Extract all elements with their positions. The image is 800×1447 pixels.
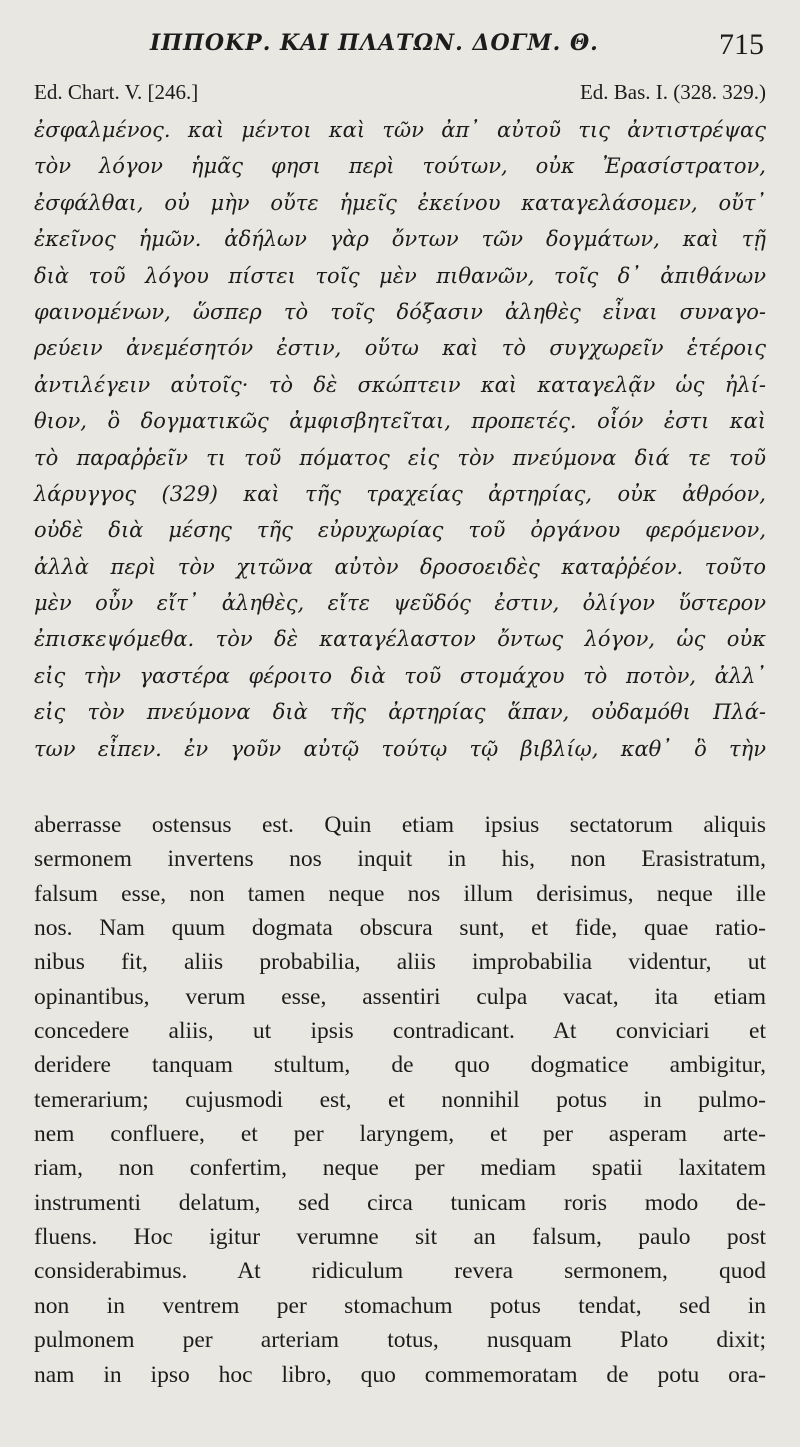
latin-text-line: deridere tanquam stultum, de quo dogmatice ambigitur, <box>34 1052 766 1079</box>
edition-reference-basel: Ed. Bas. I. (328. 329.) <box>579 80 766 104</box>
page-number: 715 <box>719 28 764 61</box>
latin-text-line: riam, non confertim, neque per mediam spatii laxitatem <box>34 1155 766 1182</box>
greek-text-line: ἀλλὰ περὶ τὸν χιτῶνα αὐτὸν δροσοειδὲς καταῤῥέον. τοῦτο <box>34 554 766 579</box>
greek-text-line: φαινομένων, ὥσπερ τὸ τοῖς δόξασιν ἀληθὲς εἶναι συναγο- <box>34 299 766 324</box>
greek-text-line: τὸ παραῤῥεῖν τι τοῦ πόματος εἰς τὸν πνεύμονα διά τε τοῦ <box>34 445 766 470</box>
greek-text-line: εἰς τὸν πνεύμονα διὰ τῆς ἀρτηρίας ἅπαν, οὐδαμόθι Πλά- <box>34 700 766 725</box>
greek-text-line: των εἶπεν. ἐν γοῦν αὐτῷ τούτῳ τῷ βιβλίῳ, καθ᾽ ὃ τὴν <box>34 736 766 761</box>
latin-text-line: nem confluere, et per laryngem, et per asperam arte- <box>34 1121 766 1148</box>
latin-text-line: pulmonem per arteriam totus, nusquam Plato dixit; <box>34 1327 766 1354</box>
greek-text-line: ἐσφάλθαι, οὐ μὴν οὔτε ἡμεῖς ἐκείνου καταγελάσομεν, οὔτ᾽ <box>34 190 766 215</box>
latin-text-line: aberrasse ostensus est. Quin etiam ipsius sectatorum aliquis <box>34 812 766 838</box>
latin-text-line: nos. Nam quum dogmata obscura sunt, et fide, quae ratio- <box>34 915 766 942</box>
greek-text-line: θιον, ὃ δογματικῶς ἀμφισβητεῖται, προπετές. οἷόν ἐστι καὶ <box>34 409 766 434</box>
running-head: ΙΠΠΟΚΡ. ΚΑΙ ΠΛΑΤΩΝ. ΔΟΓΜ. Θ. <box>150 30 599 56</box>
greek-text-block <box>34 112 766 767</box>
latin-text-line: nibus fit, aliis probabilia, aliis improbabilia videntur, ut <box>34 949 766 976</box>
greek-text-line: λάρυγγος (329) καὶ τῆς τραχείας ἀρτηρίας, οὐκ ἀθρόον, <box>34 481 766 506</box>
latin-text-line: temerarium; cujusmodi est, et nonnihil potus in pulmo- <box>34 1086 766 1113</box>
greek-text-line: εἰς τὴν γαστέρα φέροιτο διὰ τοῦ στομάχου τὸ ποτὸν, ἀλλ᾽ <box>34 663 766 688</box>
edition-reference-chartier: Ed. Chart. V. [246.] <box>34 80 199 104</box>
latin-text-line: concedere aliis, ut ipsis contradicant. At conviciari et <box>34 1018 766 1045</box>
greek-text-line: ἐσφαλμένος. καὶ μέντοι καὶ τῶν ἀπ᾽ αὐτοῦ τις ἀντιστρέψας <box>34 118 766 142</box>
latin-text-line: opinantibus, verum esse, assentiri culpa vacat, ita etiam <box>34 983 766 1010</box>
latin-text-line: considerabimus. At ridiculum revera sermonem, quod <box>34 1258 766 1285</box>
latin-text-line: nam in ipso hoc libro, quo commemoratam de potu ora- <box>34 1361 766 1388</box>
greek-text-line: οὐδὲ διὰ μέσης τῆς εὐρυχωρίας τοῦ ὀργάνου φερόμενον, <box>34 518 766 543</box>
greek-text-line: ἐκεῖνος ἡμῶν. ἀδήλων γὰρ ὄντων τῶν δογμάτων, καὶ τῇ <box>34 227 766 252</box>
latin-text-line: fluens. Hoc igitur verumne sit an falsum, paulo post <box>34 1224 766 1251</box>
latin-text-line: falsum esse, non tamen neque nos illum derisimus, neque ille <box>34 880 766 907</box>
greek-text-line: ἐπισκεψόμεθα. τὸν δὲ καταγέλαστον ὄντως λόγον, ὡς οὐκ <box>34 627 766 652</box>
latin-text-line: sermonem invertens nos inquit in his, non Erasistratum, <box>34 846 766 873</box>
latin-text-line: non in ventrem per stomachum potus tendat, sed in <box>34 1292 766 1319</box>
greek-text-line: διὰ τοῦ λόγου πίστει τοῖς μὲν πιθανῶν, τοῖς δ᾽ ἀπιθάνων <box>34 263 766 288</box>
greek-text-line: τὸν λόγον ἡμᾶς φησι περὶ τούτων, οὐκ Ἐρασίστρατον, <box>34 154 766 179</box>
latin-text-line: instrumenti delatum, sed circa tunicam roris modo de- <box>34 1189 766 1216</box>
latin-text-block <box>34 808 766 1392</box>
greek-text-line: ρεύειν ἀνεμέσητόν ἐστιν, οὕτω καὶ τὸ συγχωρεῖν ἑτέροις <box>34 336 766 361</box>
greek-text-line: μὲν οὖν εἴτ᾽ ἀληθὲς, εἴτε ψεῦδός ἐστιν, ὀλίγον ὕστερον <box>34 591 766 616</box>
greek-text-line: ἀντιλέγειν αὐτοῖς· τὸ δὲ σκώπτειν καὶ καταγελᾷν ὡς ἠλί- <box>34 372 766 397</box>
